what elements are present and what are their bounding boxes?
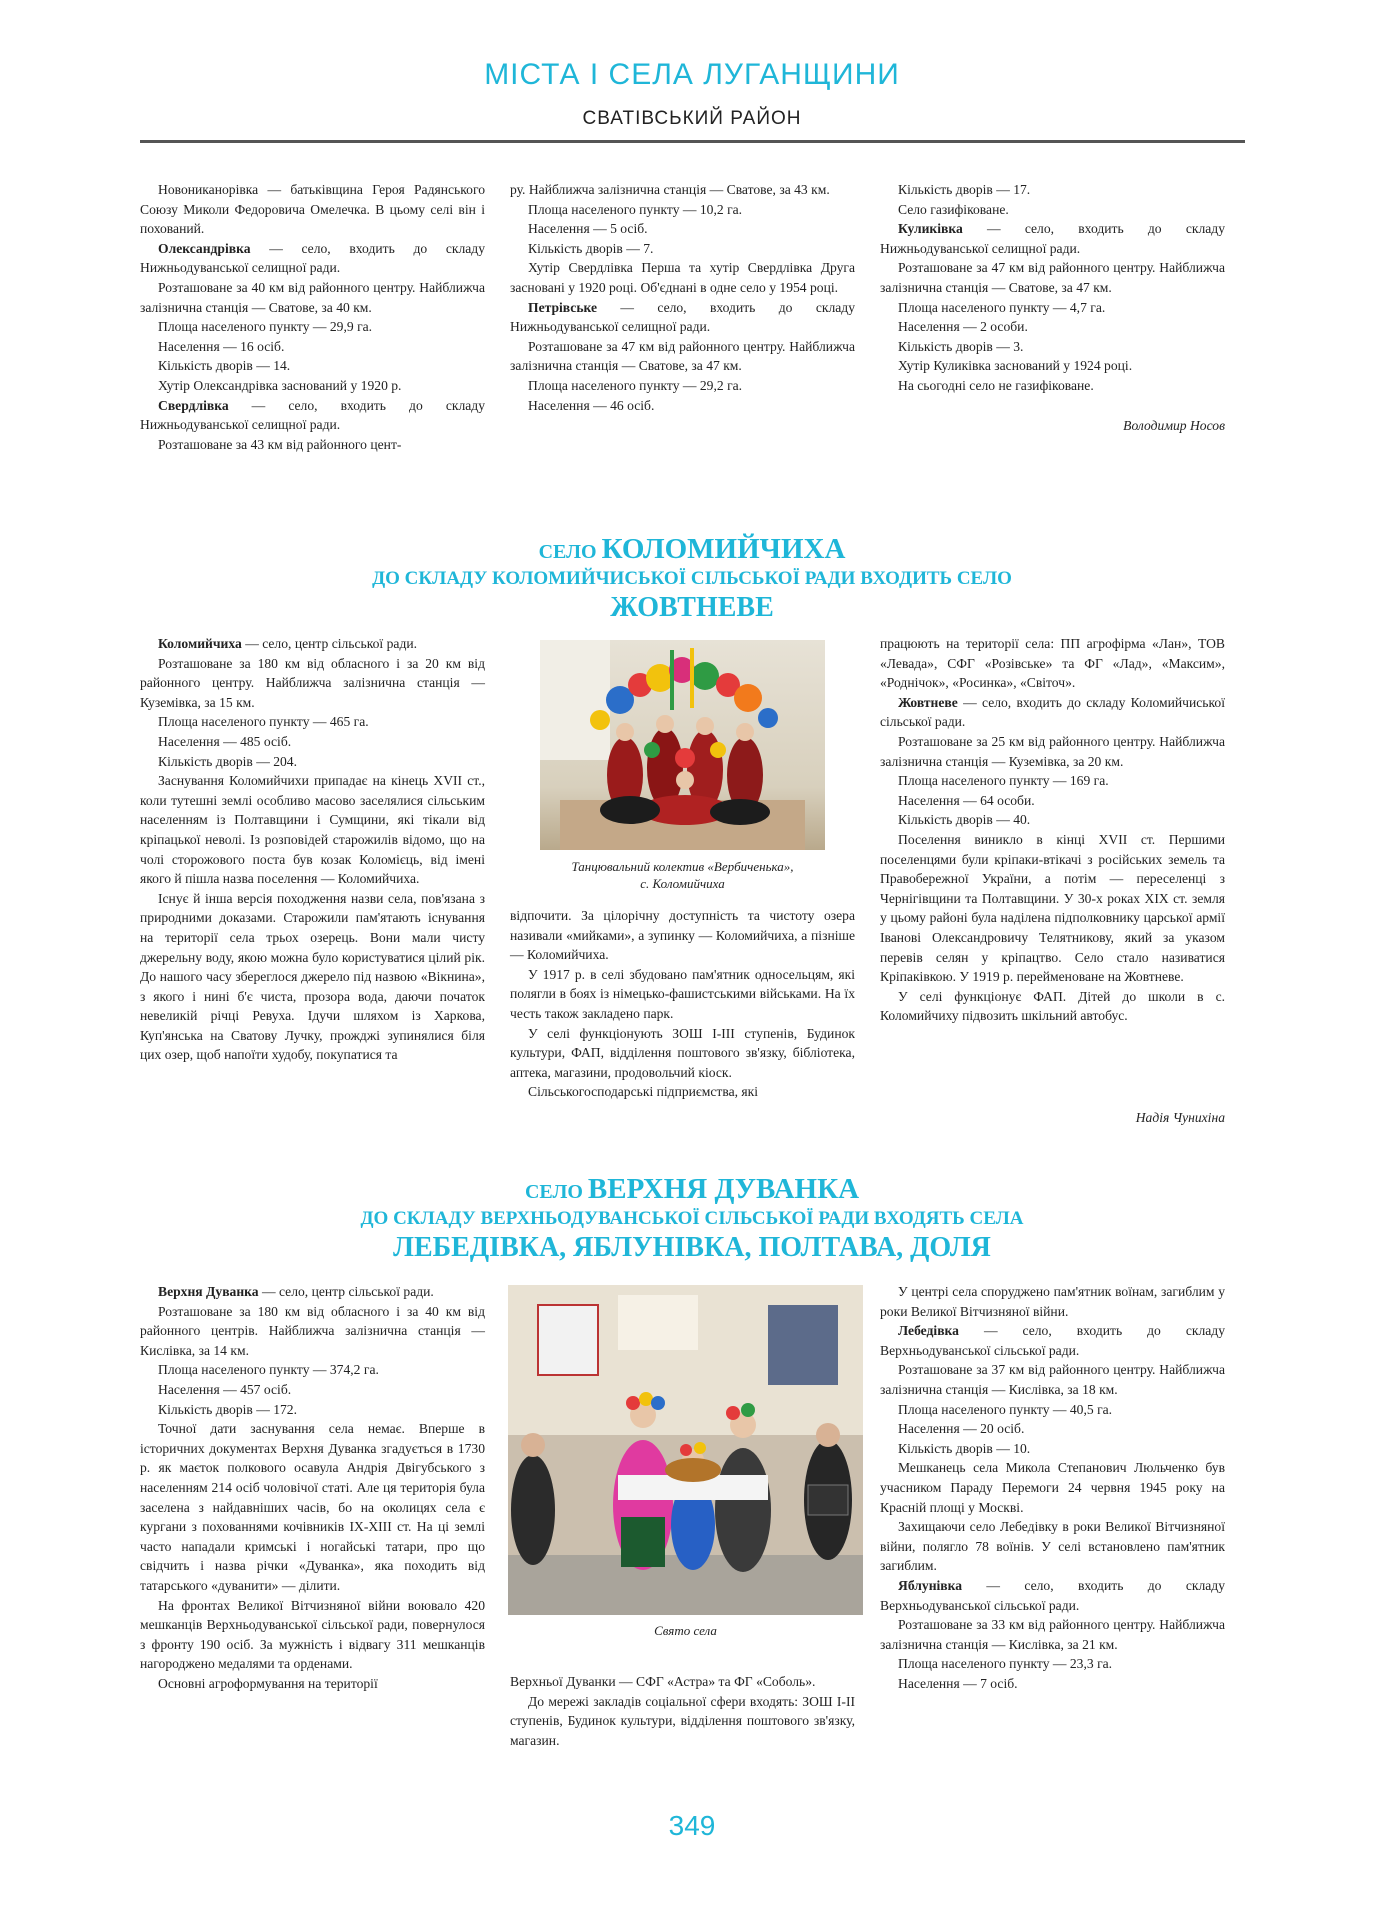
paragraph-text: Поселення виникло в кінці XVII ст. Першими поселенцями були кріпаки-втікачі з російських земель та Правобережної України, а потім — переселенці з Чернігівщини та Полтавщини. У 30-х роках XIX ст. земля у цьому районі була наділена підполковнику царської армії Іванові Олександровичу Телятникову, який за указом перевів селян у кріпацтво. Село стало називатися Кріпаківкою. У 1919 р. перейменоване на Жовтневе.	[880, 831, 1225, 985]
paragraph-text: Площа населеного пункту — 169 га.	[898, 773, 1109, 789]
s1-column-1	[140, 634, 485, 1065]
paragraph-text: Розташоване за 43 км від районного цент-	[158, 436, 402, 452]
paragraph	[140, 1400, 485, 1420]
paragraph	[880, 337, 1225, 357]
s2-column-2	[510, 1672, 855, 1750]
paragraph-text: На фронтах Великої Вітчизняної війни воювало 420 мешканців Верхньодуванської сільської ради, повернулося з фронту 190 осіб. За мужність і відвагу 311 мешканців нагороджено медалями та орденами.	[140, 1597, 485, 1672]
paragraph	[880, 693, 1225, 732]
paragraph	[880, 1400, 1225, 1420]
paragraph	[880, 1282, 1225, 1321]
photo-caption-kolomyichykha	[520, 858, 845, 892]
paragraph	[510, 298, 855, 337]
paragraph-text: Площа населеного пункту — 40,5 га.	[898, 1401, 1113, 1417]
paragraph-text: Площа населеного пункту — 29,9 га.	[158, 319, 373, 335]
village-name: Верхня Дуванка	[158, 1284, 259, 1299]
heading-prefix: СЕЛО	[538, 541, 602, 563]
paragraph-text: Площа населеного пункту — 4,7 га.	[898, 299, 1106, 315]
running-subtitle: СВАТІВСЬКИЙ РАЙОН	[582, 108, 802, 129]
paragraph	[880, 1674, 1225, 1694]
paragraph-text: Населення — 46 осіб.	[528, 397, 655, 413]
paragraph-text: Хутір Свердлівка Перша та хутір Свердлівка Друга засновані у 1920 році. Об'єднані в одне село у 1954 році.	[510, 260, 855, 295]
paragraph-text: Кількість дворів — 3.	[898, 338, 1024, 354]
paragraph	[140, 752, 485, 772]
paragraph	[880, 356, 1225, 376]
paragraph-text: Кількість дворів — 17.	[898, 182, 1031, 197]
paragraph-text: Розташоване за 40 км від районного центру. Найближча залізнична станція — Сватове, за 40 км.	[140, 279, 485, 315]
paragraph	[510, 180, 855, 200]
paragraph-text: У селі функціонують ЗОШ І-ІІІ ступенів, Будинок культури, ФАП, відділення поштового зв'язку, бібліотека, аптека, магазини, продовольчий кіоск.	[510, 1025, 855, 1080]
paragraph	[880, 317, 1225, 337]
paragraph	[140, 732, 485, 752]
paragraph-text: — село, входить до складу Коломийчиської сільської ради.	[880, 694, 1225, 730]
paragraph	[880, 258, 1225, 297]
paragraph	[140, 771, 485, 889]
paragraph	[880, 810, 1225, 830]
village-festival-image	[508, 1285, 863, 1615]
village-name: Свердлівка	[158, 397, 229, 413]
paragraph-text: Населення — 20 осіб.	[898, 1421, 1025, 1437]
s2-column-3	[880, 1282, 1225, 1693]
top-column-2	[510, 180, 855, 415]
paragraph	[140, 1302, 485, 1361]
paragraph-text: Розташоване за 180 км від обласного і за 20 км від районного центру. Найближча залізнична станція — Куземівка, за 15 км.	[140, 655, 485, 710]
section-heading-verkhnia-duvanka	[0, 1173, 1384, 1264]
paragraph	[140, 180, 485, 239]
paragraph-text: — село, входить до складу Нижньодуванської селищної ради.	[140, 397, 485, 433]
paragraph-text: Населення — 5 осіб.	[528, 221, 648, 237]
paragraph-text: Населення — 2 особи.	[898, 319, 1028, 335]
paragraph-text: — село, входить до складу Нижньодуванської селищної ради.	[880, 221, 1225, 256]
paragraph	[510, 906, 855, 965]
paragraph-text: Площа населеного пункту — 374,2 га.	[158, 1362, 379, 1378]
village-name: Лебедівка	[898, 1323, 959, 1339]
s1-signature-wrap	[880, 1108, 1225, 1128]
s1-column-3	[880, 634, 1225, 1026]
paragraph	[140, 435, 485, 455]
village-name: Олександрівка	[158, 240, 251, 256]
village-name: Жовтневе	[898, 694, 958, 710]
paragraph-text: Кількість дворів — 40.	[898, 812, 1031, 828]
paragraph-text: Хутір Олександрівка заснований у 1920 р.	[158, 377, 402, 393]
paragraph	[880, 1458, 1225, 1517]
paragraph-text: — село, входить до складу Нижньодуванської селищної ради.	[140, 240, 485, 276]
caption-line-2: с. Коломийчиха	[640, 876, 725, 891]
paragraph-text: Площа населеного пункту — 29,2 га.	[528, 377, 743, 393]
paragraph-text: Розташоване за 25 км від районного центру. Найближча залізнична станція — Куземівка, за 20 км.	[880, 733, 1225, 769]
paragraph	[510, 239, 855, 259]
heading-prefix: СЕЛО	[524, 1181, 588, 1203]
paragraph-text: Кількість дворів — 10.	[898, 1440, 1031, 1456]
heading-village-name: ВЕРХНЯ ДУВАНКА	[587, 1173, 860, 1205]
paragraph-text: Площа населеного пункту — 23,3 га.	[898, 1656, 1113, 1672]
paragraph	[880, 1615, 1225, 1654]
paragraph-text: — село, центр сільської ради.	[241, 636, 418, 651]
paragraph-text: Населення — 485 осіб.	[158, 733, 292, 749]
village-name: Коломийчиха	[158, 636, 242, 651]
paragraph	[880, 180, 1225, 200]
paragraph	[880, 219, 1225, 258]
paragraph	[140, 1282, 485, 1302]
village-name: Яблунівка	[898, 1577, 963, 1593]
page-number: 349	[668, 1810, 716, 1841]
paragraph	[510, 1672, 855, 1692]
paragraph-text: Основні агроформування на території	[158, 1675, 378, 1691]
caption-line-1: Танцювальний колектив «Вербиченька»,	[571, 859, 794, 874]
paragraph	[880, 1360, 1225, 1399]
paragraph-text: Розташоване за 47 км від районного центру. Найближча залізнична станція — Сватове, за 47 км.	[510, 338, 855, 374]
paragraph-text: Населення — 457 осіб.	[158, 1381, 292, 1397]
paragraph-text: У 1917 р. в селі збудовано пам'ятник односельцям, які полягли в боях із німецько-фашистськими військами. На їх честь також закладено парк.	[510, 966, 855, 1021]
paragraph	[140, 1419, 485, 1595]
paragraph	[880, 1576, 1225, 1615]
paragraph-text: У селі функціонує ФАП. Дітей до школи в с. Коломийчиху підвозить шкільний автобус.	[880, 988, 1225, 1024]
paragraph	[510, 1024, 855, 1083]
paragraph-text: На сьогодні село не газифіковане.	[898, 377, 1094, 393]
village-name: Куликівка	[898, 221, 963, 237]
heading-council-line: ДО СКЛАДУ ВЕРХНЬОДУВАНСЬКОЇ СІЛЬСЬКОЇ РАДИ ВХОДЯТЬ СЕЛА	[360, 1208, 1024, 1229]
paragraph-text: Населення — 64 особи.	[898, 792, 1035, 808]
paragraph-text: Хутір Куликівка заснований у 1924 році.	[898, 358, 1133, 374]
paragraph	[140, 889, 485, 1065]
paragraph	[140, 239, 485, 278]
heading-village-name: КОЛОМИЙЧИХА	[601, 533, 846, 565]
paragraph	[510, 258, 855, 297]
author-signature: Надія Чунихіна	[1135, 1110, 1225, 1125]
paragraph-text: Розташоване за 47 км від районного центру. Найближча залізнична станція — Сватове, за 47 км.	[880, 260, 1225, 295]
paragraph-text: Площа населеного пункту — 465 га.	[158, 714, 369, 730]
paragraph-text: Населення — 16 осіб.	[158, 338, 285, 354]
section-heading-kolomyichykha	[0, 533, 1384, 624]
paragraph-text: ру. Найближча залізнична станція — Сватове, за 43 км.	[510, 182, 830, 197]
photo-caption-festival: Свято села	[654, 1623, 717, 1638]
paragraph	[140, 654, 485, 713]
paragraph	[140, 1674, 485, 1694]
top-column-3	[880, 180, 1225, 396]
paragraph-text: Заснування Коломийчихи припадає на кінець XVII ст., коли тутешні землі особливо масово заселялися сільським населенням із Полтавщини і Сумщини, які тікали від кріпацької неволі. Із розповідей старожилів відомо, що на чолі сторожового поста був козак Коломієць, від імені якого й пішла назва поселення — Коломийчиха.	[140, 773, 485, 887]
paragraph	[880, 1419, 1225, 1439]
photo-dance-ensemble	[540, 640, 825, 850]
s2-column-1	[140, 1282, 485, 1693]
paragraph	[880, 634, 1225, 693]
paragraph-text: Мешканець села Микола Степанович Люльченко був учасником Параду Перемоги 24 червня 1945 року на Красній площі у Москві.	[880, 1460, 1225, 1515]
paragraph	[880, 771, 1225, 791]
paragraph	[140, 1360, 485, 1380]
heading-villages-line: ЛЕБЕДІВКА, ЯБЛУНІВКА, ПОЛТАВА, ДОЛЯ	[393, 1232, 991, 1263]
paragraph-text: Населення — 7 осіб.	[898, 1675, 1018, 1691]
paragraph-text: Село газифіковане.	[898, 201, 1009, 217]
paragraph	[140, 337, 485, 357]
paragraph	[140, 712, 485, 732]
paragraph	[140, 634, 485, 654]
paragraph	[880, 1321, 1225, 1360]
heading-villages-line: ЖОВТНЕВЕ	[610, 592, 774, 623]
paragraph-text: відпочити. За цілорічну доступність та чистоту озера називали «мийками», а зупинку — Коломийчиха, а пізніше — Коломийчиха.	[510, 908, 855, 963]
paragraph-text: Розташоване за 33 км від районного центру. Найближча залізнична станція — Кислівка, за 21 км.	[880, 1617, 1225, 1652]
paragraph-text: Кількість дворів — 7.	[528, 240, 654, 256]
paragraph	[140, 356, 485, 376]
paragraph	[880, 1517, 1225, 1576]
paragraph-text: До мережі закладів соціальної сфери входять: ЗОШ І-ІІ ступенів, Будинок культури, відділення поштового зв'язку, магазин.	[510, 1693, 855, 1748]
paragraph-text: — село, входить до складу Нижньодуванської селищної ради.	[510, 299, 855, 335]
paragraph-text: Сільськогосподарські підприємства, які	[528, 1084, 759, 1100]
paragraph-text: Захищаючи село Лебедівку в роки Великої Вітчизняної війни, полягло 78 воїнів. У селі встановлено пам'ятник загиблим.	[880, 1519, 1225, 1574]
paragraph-text: Верхньої Дуванки — СФГ «Астра» та ФГ «Соболь».	[510, 1674, 816, 1689]
paragraph	[880, 1439, 1225, 1459]
heading-council-line: ДО СКЛАДУ КОЛОМИЙЧИСЬКОЇ СІЛЬСЬКОЇ РАДИ ВХОДИТЬ СЕЛО	[372, 568, 1012, 589]
paragraph-text: працюють на території села: ПП агрофірма «Лан», ТОВ «Левада», СФГ «Розівське» та ФГ «Лад», «Максим», «Роднічок», «Росинка», «Світоч».	[880, 636, 1225, 691]
paragraph	[880, 200, 1225, 220]
paragraph-text: Точної дати заснування села немає. Вперше в історичних документах Верхня Дуванка згадується в 1730 р. як маєток полкового осавула Андрія Двігубського з населенням 214 осіб чоловічої статі. Але ця територія була заселена з найдавніших часів, бо на околицях села є кургани з похованнями кочівників IX-XIII ст. На ці землі часто нападали кримські і ногайські татари, про що свідчить і назва річки «Дуванка», яка походить від татарського «дуванити» — ділити.	[140, 1421, 485, 1593]
paragraph-text: У центрі села споруджено пам'ятник воїнам, загиблим у роки Великої Вітчизняної війни.	[880, 1284, 1225, 1319]
dance-ensemble-image	[540, 640, 825, 850]
paragraph	[140, 1596, 485, 1674]
paragraph	[510, 376, 855, 396]
photo-village-festival	[508, 1285, 863, 1615]
paragraph-text: — село, входить до складу Верхньодуванської сільської ради.	[880, 1577, 1225, 1613]
paragraph	[510, 337, 855, 376]
paragraph-text: Кількість дворів — 204.	[158, 753, 297, 769]
paragraph	[140, 317, 485, 337]
paragraph	[510, 219, 855, 239]
paragraph	[880, 830, 1225, 987]
paragraph	[140, 376, 485, 396]
paragraph	[880, 376, 1225, 396]
paragraph	[880, 791, 1225, 811]
paragraph	[140, 396, 485, 435]
paragraph	[880, 1654, 1225, 1674]
paragraph	[510, 200, 855, 220]
paragraph	[510, 396, 855, 416]
s1-column-2	[510, 906, 855, 1102]
paragraph-text: Кількість дворів — 14.	[158, 358, 291, 374]
paragraph	[140, 1380, 485, 1400]
paragraph	[880, 298, 1225, 318]
paragraph-text: Площа населеного пункту — 10,2 га.	[528, 201, 743, 217]
paragraph-text: Розташоване за 37 км від районного центру. Найближча залізнична станція — Кислівка, за 18 км.	[880, 1362, 1225, 1397]
village-name: Петрівське	[528, 299, 598, 315]
paragraph-text: — село, центр сільської ради.	[258, 1284, 434, 1299]
running-title: МІСТА І СЕЛА ЛУГАНЩИНИ	[484, 58, 900, 91]
paragraph	[880, 732, 1225, 771]
paragraph	[510, 1082, 855, 1102]
paragraph	[880, 987, 1225, 1026]
paragraph	[510, 965, 855, 1024]
paragraph-text: Існує й інша версія походження назви села, пов'язана з природними доказами. Старожили пам'ятають існування на території села трьох озерець. Вони мали чисту джерельну воду, якою можна було користуватися цілий рік. До нашого часу збереглося джерело під назвою «Вікнина», з якого і нині б'є чиста, прозора вода, даючи початок невеликій річці Ревуха. Ідучи шляхом із Харкова, Куп'янська на Сватову Лучку, прожджі зупинялися біля цих озер, щоб напоїти худобу, покупатися та	[140, 890, 485, 1063]
paragraph	[140, 278, 485, 317]
author-signature: Володимир Носов	[1123, 418, 1225, 433]
paragraph-text: Кількість дворів — 172.	[158, 1401, 297, 1417]
paragraph	[510, 1692, 855, 1751]
paragraph-text: Розташоване за 180 км від обласного і за 40 км від районного центрів. Найближча залізнична станція — Кислівка, за 14 км.	[140, 1303, 485, 1358]
top-column-1	[140, 180, 485, 454]
top-signature-wrap	[880, 416, 1225, 436]
header-rule	[140, 140, 1245, 143]
paragraph-text: — село, входить до складу Верхньодуванської сільської ради.	[880, 1323, 1225, 1358]
paragraph-text: Новониканорівка — батьківщина Героя Радянського Союзу Миколи Федоровича Омелечка. В цьому селі він і похований.	[140, 182, 485, 237]
